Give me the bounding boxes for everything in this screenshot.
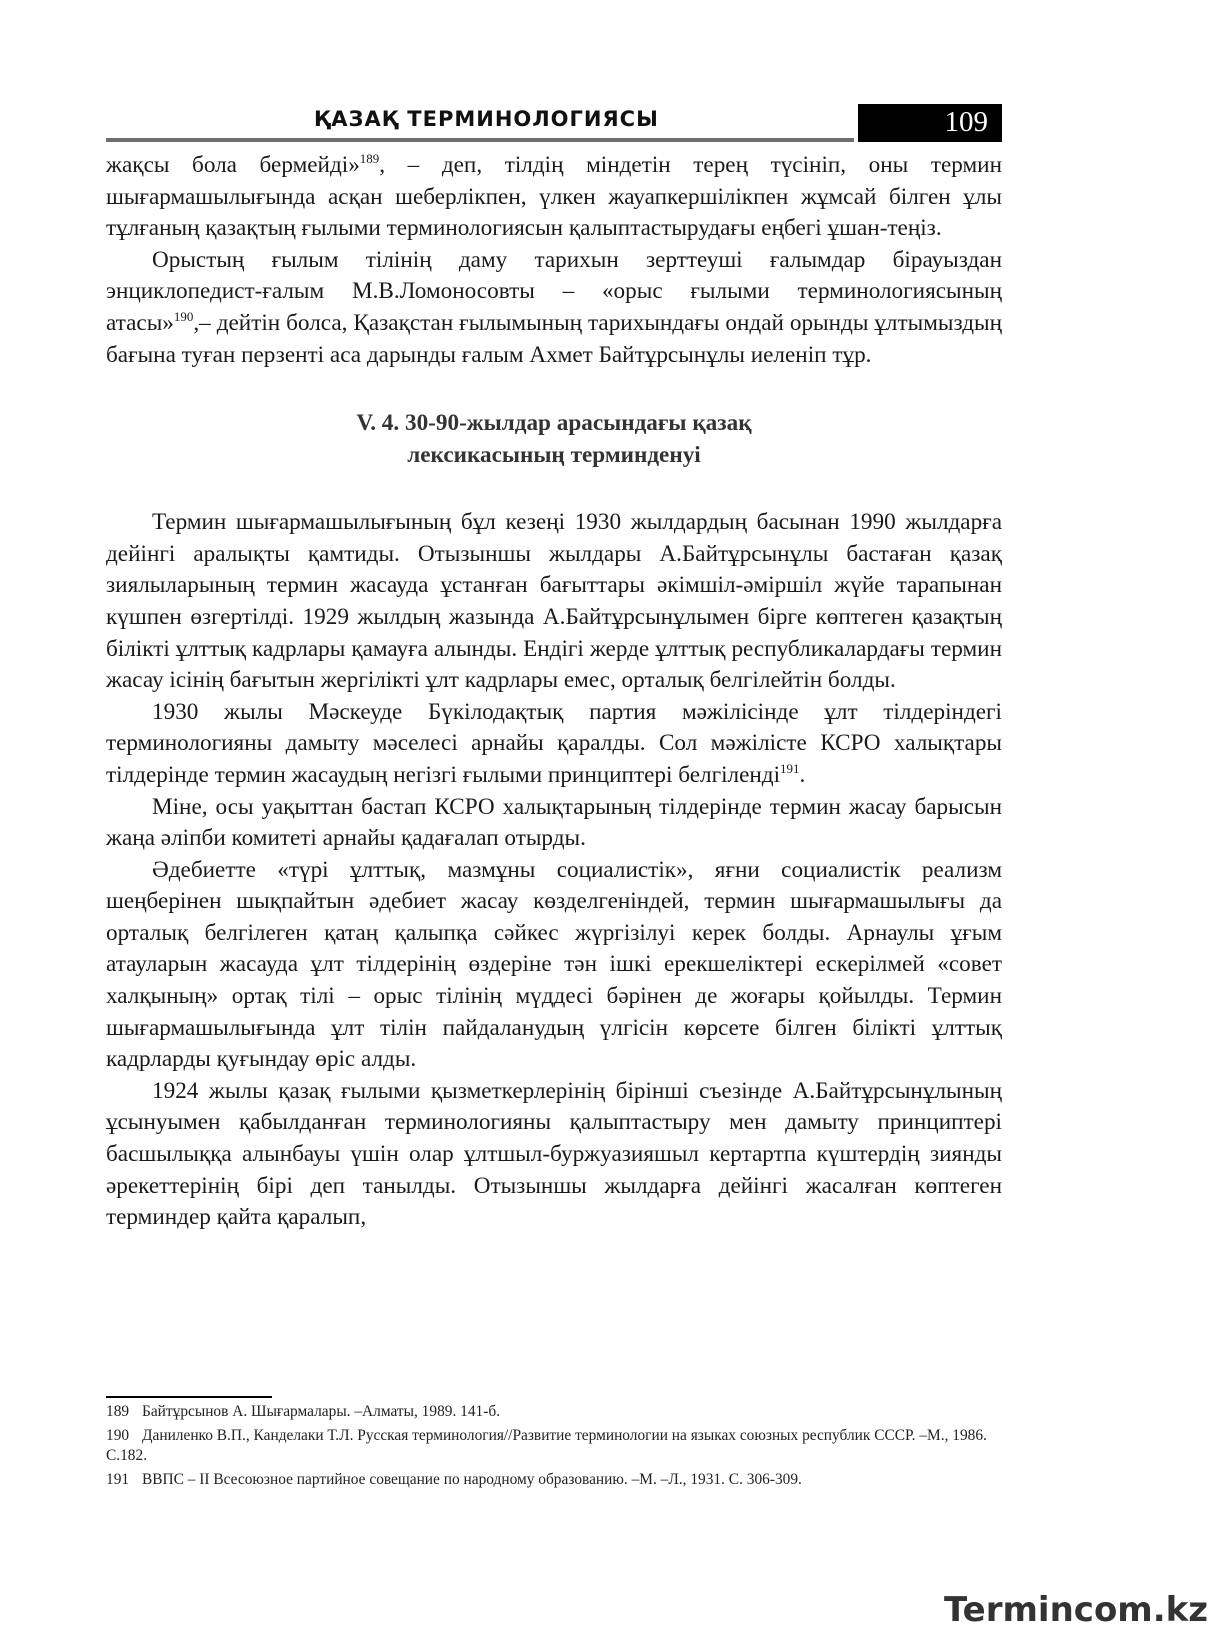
section-heading xyxy=(106,407,1002,471)
body-paragraph-5: 1924 жылы қазақ ғылыми қызметкерлерінің бірінші съезінде А.Байтұрсынұлының ұсынуымен қабылданған терминологияны қалыптастыру мен дамыту принциптері басшылыққа алынбауы үшін олар ұлтшыл-буржуазияшыл кертартпа күштердің зиянды әрекеттерінің бірі деп танылды. Отызыншы жылдарға дейінгі жасалған көптеген терминдер қайта қаралып, xyxy=(106,1077,1002,1231)
paragraph-continued: жақсы бола бермейді»$^{189}$, – деп, тілдің міндетін терең түсініп, оны термин шығармашылығында асқан шеберлікпен, үлкен жауапкершілікпен жұмсай білген ұлы тұлғаның қазақтың ғылыми терминологиясын қалыптастырудағы еңбегі ұшан-теңіз. xyxy=(106,151,1002,242)
running-header xyxy=(106,104,1002,146)
body-paragraph-2: 1930 жылы Мәскеуде Бүкілодақтық партия мәжілісінде ұлт тілдеріндегі терминологияны дамыту мәселесі арнайы қаралды. Сол мәжілісте КСРО халықтары тілдерінде термин жасаудың негізгі ғылыми принциптері белгіленді$^{191}$. xyxy=(106,698,1002,788)
footnote-191: 191 ВВПС – II Всесоюзное партийное совещание по народному образованию. –М. –Л., 1931. С. 306-309. xyxy=(106,1471,802,1488)
footnote-ref-189[interactable]: 189 xyxy=(359,151,380,166)
body-paragraph-3: Міне, осы уақыттан бастап КСРО халықтарының тілдерінде термин жасау барысын жаңа әліпби комитеті арнайы қадағалап отырды. xyxy=(106,793,1002,852)
body-paragraph-4: Әдебиетте «түрі ұлттық, мазмұны социалистік», яғни социалистік реализм шеңберінен шықпайтын әдебиет жасау көзделгеніндей, термин шығармашылығы да орталық белгілеген қатаң қалыпқа сәйкес жүргізілуі керек болды. Арнаулы ұғым атауларын жасауда ұлт тілдерінің өздеріне тән ішкі ерекшеліктері ескерілмей «совет халқының» ортақ тілі – орыс тілінің мүддесі бәрінен де жоғары қойылды. Термин шығармашылығында ұлт тілін пайдаланудың үлгісін көрсете білген білікті ұлттық кадрларды қуғындау өріс алды. xyxy=(106,856,1002,1073)
footnote-190: 190 Даниленко В.П., Канделаки Т.Л. Русская терминология//Развитие терминологии на языках союзных республик СССР. –М., 1986. С.182. xyxy=(106,1427,987,1464)
footnote-ref-191[interactable]: 191 xyxy=(780,760,800,776)
header-rule xyxy=(106,138,854,142)
footnote-ref-190[interactable]: 190 xyxy=(173,308,194,324)
running-header-title: ҚАЗАҚ ТЕРМИНОЛОГИЯСЫ xyxy=(314,107,659,131)
page-body xyxy=(106,150,1002,1234)
paragraph-lomonosov: Орыстың ғылым тілінің даму тарихын зерттеуші ғалымдар бірауыздан энциклопедист-ғалым М.В.Ломоносовты – «орыс ғылыми терминологиясының атасы»$^{190}$,– дейтін болса, Қазақстан ғылымының тарихындағы ондай орынды ұлтымыздың бағына туған перзенті аса дарынды ғалым Ахмет Байтұрсынұлы иеленіп тұр. xyxy=(106,246,1002,368)
footnote-separator xyxy=(106,1396,272,1398)
footnote-189: 189 Байтұрсынов А. Шығармалары. –Алматы, 1989. 141-б. xyxy=(106,1403,501,1420)
footnotes xyxy=(106,1402,1002,1494)
page-number-box xyxy=(858,104,1002,142)
page-number: 109 xyxy=(944,106,988,138)
site-watermark: Termincom.kz xyxy=(944,1590,1208,1630)
section-heading-line-2: лексикасының терминденуі xyxy=(407,442,701,469)
section-heading-line-1: V. 4. 30-90-жылдар арасындағы қазақ xyxy=(356,410,752,437)
body-paragraph-1: Термин шығармашылығының бұл кезеңі 1930 жылдардың басынан 1990 жылдарға дейінгі аралықты қамтиды. Отызыншы жылдары А.Байтұрсынұлы бастаған қазақ зиялыларының термин жасауда ұстанған бағыттары әкімшіл-әміршіл жүйе тарапынан күшпен өзгертілді. 1929 жылдың жазында А.Байтұрсынұлымен бірге көптеген қазақтың білікті ұлттық кадрлары қамауға алынды. Ендігі жерде ұлттық республикалардағы термин жасау ісінің бағытын жергілікті ұлт кадрлары емес, орталық белгілейтін болды. xyxy=(106,509,1002,694)
